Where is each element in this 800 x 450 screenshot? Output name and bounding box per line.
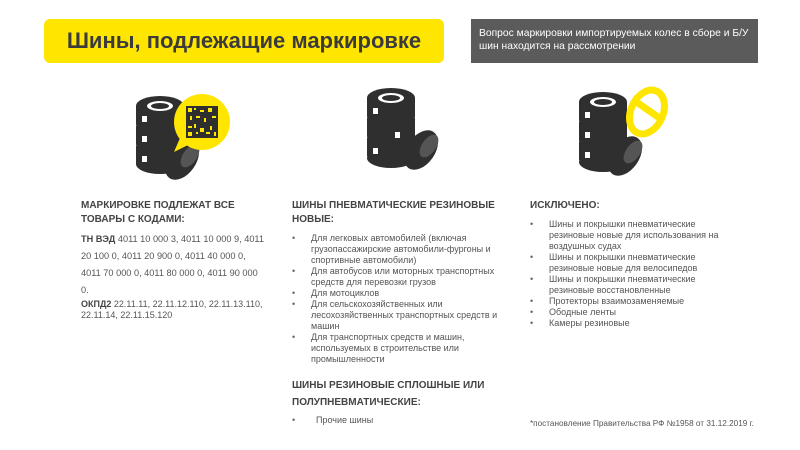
info-note: Вопрос маркировки импортируемых колес в сборе и Б/У шин находится на рассмотрении bbox=[471, 19, 758, 63]
tires-qr-code-icon bbox=[130, 86, 234, 190]
list-item: • Для транспортных средств и машин, используемых в строительстве или промышленности bbox=[292, 332, 502, 365]
excluded-list bbox=[530, 219, 740, 329]
list-item: • Для сельскохозяйственных или лесохозяйственных транспортных средств и машин bbox=[292, 299, 502, 332]
list-item: • Для легковых автомобилей (включая грузопассажирские автомобили-фургоны и спортивные автомобили) bbox=[292, 233, 502, 266]
tnved-codes: 4011 10 000 3, 4011 10 000 9, 4011 20 100 0, 4011 20 900 0, 4011 40 000 0, 4011 70 000 0, 4011 80 000 0, 4011 90 000 0. bbox=[81, 234, 264, 295]
footnote: *постановление Правительства РФ №1958 от 31.12.2019 г. bbox=[530, 419, 754, 428]
list-item: • Ободные ленты bbox=[530, 307, 740, 318]
list-item: • Протекторы взаимозаменяемые bbox=[530, 296, 740, 307]
okpd-codes: 22.11.11, 22.11.12.110, 22.11.13.110, 22.11.14, 22.11.15.120 bbox=[81, 299, 263, 320]
pneumatic-list bbox=[292, 233, 502, 365]
column-pneumatic bbox=[292, 199, 502, 426]
tires-stack-icon bbox=[355, 86, 459, 190]
list-item: • Шины и покрышки пневматические резиновые новые для велосипедов bbox=[530, 252, 740, 274]
okpd-label: ОКПД2 bbox=[81, 299, 112, 309]
tires-excluded-icon bbox=[571, 86, 675, 190]
column-excluded bbox=[530, 199, 740, 329]
solid-tires-list bbox=[292, 415, 502, 426]
list-item: • Для мотоциклов bbox=[292, 288, 502, 299]
list-item: • Камеры резиновые bbox=[530, 318, 740, 329]
pneumatic-heading: ШИНЫ ПНЕВМАТИЧЕСКИЕ РЕЗИНОВЫЕ НОВЫЕ: bbox=[292, 200, 495, 225]
list-item: • Шины и покрышки пневматические резиновые новые для использования на воздушных судах bbox=[530, 219, 740, 252]
list-item: • Прочие шины bbox=[292, 415, 502, 426]
excluded-heading: ИСКЛЮЧЕНО: bbox=[530, 200, 600, 211]
list-item: • Шины и покрышки пневматические резиновые восстановленные bbox=[530, 274, 740, 296]
list-item: • Для автобусов или моторных транспортных средств для перевозки грузов bbox=[292, 266, 502, 288]
page-title: Шины, подлежащие маркировке bbox=[66, 28, 422, 53]
solid-tires-section bbox=[292, 377, 502, 426]
tnved-label: ТН ВЭД bbox=[81, 234, 116, 244]
column-codes bbox=[81, 199, 266, 321]
codes-heading: МАРКИРОВКЕ ПОДЛЕЖАТ ВСЕ ТОВАРЫ С КОДАМИ: bbox=[81, 200, 235, 225]
solid-tires-heading: ШИНЫ РЕЗИНОВЫЕ СПЛОШНЫЕ ИЛИ ПОЛУПНЕВМАТИЧЕСКИЕ: bbox=[292, 380, 485, 408]
title-banner bbox=[44, 19, 444, 63]
okpd-line bbox=[81, 299, 266, 321]
tnved-line bbox=[81, 231, 266, 299]
